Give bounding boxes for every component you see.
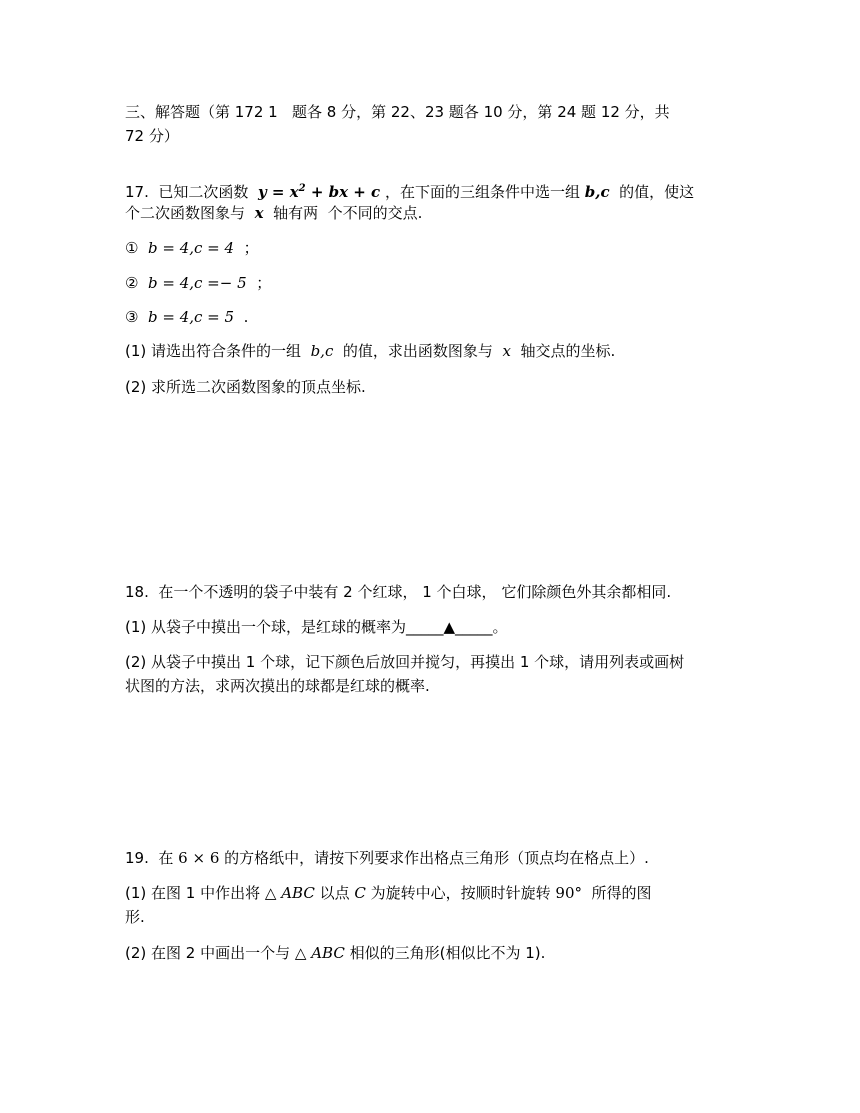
q19-part1-line2: 形. <box>125 908 145 926</box>
q17-mid: ，在下面的三组条件中选一组 <box>384 183 580 201</box>
q19-stem-a: 19. 在 <box>125 849 179 867</box>
q19-part1-b: 以点 <box>314 884 355 902</box>
option-3-values: b = 4,c = 5 <box>148 308 235 326</box>
option-2-values: b = 4,c =− 5 <box>148 274 247 292</box>
option-3-marker: ③ <box>125 308 139 326</box>
q17-option-1 <box>125 236 259 260</box>
q19-grid-size: 6 × 6 <box>178 849 220 867</box>
q19-part1-a: (1) 在图 1 中作出将 <box>125 884 265 902</box>
q19-abc: ABC <box>281 884 315 902</box>
q18-part2-line2: 状图的方法，求两次摸出的球都是红球的概率. <box>125 677 430 695</box>
q17-option-3 <box>125 305 248 329</box>
q17-suffix: 的值，使这 <box>619 183 695 201</box>
q17-part1b: 的值，求出函数图象与 <box>342 342 493 360</box>
q17-prefix: 17. 已知二次函数 <box>125 183 249 201</box>
q19-stem-b: 的方格纸中，请按下列要求作出格点三角形（顶点均在格点上）. <box>219 849 649 867</box>
q17-part1a: (1) 请选出符合条件的一组 <box>125 342 302 360</box>
option-2-end: ； <box>256 274 272 292</box>
q19-part2-b: 相似的三角形(相似比不为 1). <box>344 944 546 962</box>
q17-line2b: 轴有两 个不同的交点. <box>273 204 423 222</box>
section-title-line2: 72 分） <box>125 127 179 145</box>
q19-part1-line1 <box>125 881 652 905</box>
q19-stem <box>125 846 649 870</box>
q17-bc: b,c <box>584 183 610 201</box>
q19-point-c: C <box>354 884 366 902</box>
q18-stem: 18. 在一个不透明的袋子中装有 2 个红球， 1 个白球， 它们除颜色外其余都相同. <box>125 583 672 601</box>
option-2-marker: ② <box>125 274 139 292</box>
q19-angle: 90° <box>555 884 582 902</box>
q17-part2: (2) 求所选二次函数图象的顶点坐标. <box>125 378 366 396</box>
q17-option-2 <box>125 271 271 295</box>
q17-part1c: 轴交点的坐标. <box>520 342 616 360</box>
triangle-symbol-2: △ <box>294 944 307 962</box>
q17-line2a: 个二次函数图象与 <box>125 204 246 222</box>
q19-part1-d: 所得的图 <box>582 884 652 902</box>
q18-part2-line1: (2) 从袋子中摸出 1 个球，记下颜色后放回并搅匀，再摸出 1 个球，请用列表或画树 <box>125 653 685 671</box>
q17-x-axis: x <box>254 204 264 222</box>
option-1-end: ； <box>243 239 259 257</box>
option-1-values: b = 4,c = 4 <box>148 239 235 257</box>
section-title-line1: 三、解答题（第 172 1 题各 8 分，第 22、23 题各 10 分，第 24 题 12 分，共 <box>125 103 670 121</box>
q19-part2 <box>125 941 545 965</box>
q17-stem-line1 <box>125 177 694 204</box>
q18-part1: (1) 从袋子中摸出一个球，是红球的概率为_____▲_____。 <box>125 618 508 636</box>
q19-part1-c: 为旋转中心，按顺时针旋转 <box>365 884 556 902</box>
q17-stem-line2 <box>125 201 422 225</box>
q17-part1 <box>125 339 615 363</box>
q17-part1-bc: b,c <box>310 342 334 360</box>
triangle-symbol: △ <box>264 884 277 902</box>
q19-part2-a: (2) 在图 2 中画出一个与 <box>125 944 295 962</box>
option-3-end: . <box>243 308 249 326</box>
q17-part1-x: x <box>502 342 511 360</box>
option-1-marker: ① <box>125 239 139 257</box>
q17-function-formula: $y = x^2$ + bx + c <box>257 183 381 201</box>
q19-abc-2: ABC <box>311 944 345 962</box>
